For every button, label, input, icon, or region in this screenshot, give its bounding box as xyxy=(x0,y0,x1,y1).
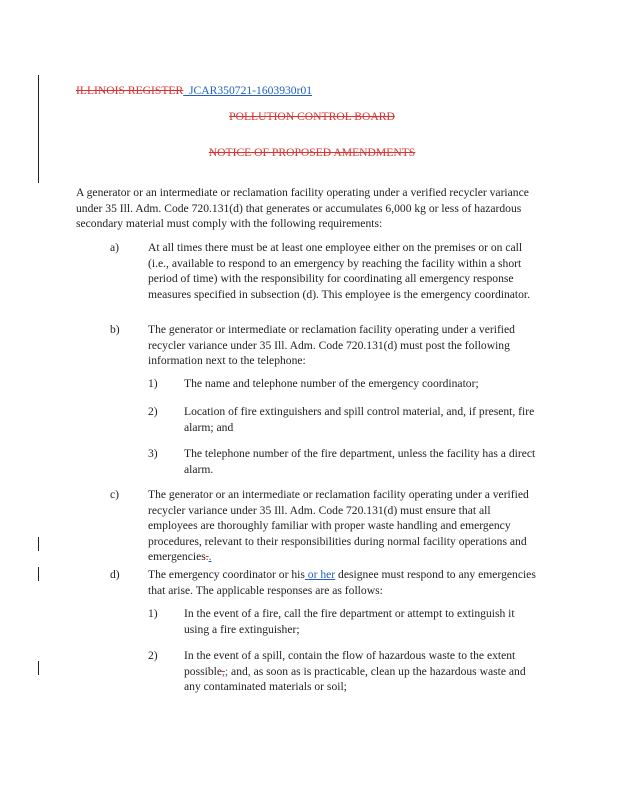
item-b-1 xyxy=(148,376,538,392)
item-b-2 xyxy=(148,404,538,435)
item-text: The generator or intermediate or reclamation facility operating under a verified recycler variance under 35 Ill. Adm. Code 720.131(d) must post the following information next to the telephone: xyxy=(148,323,515,367)
item-b xyxy=(110,322,540,369)
change-bar-d2 xyxy=(38,661,39,675)
item-text: The generator or an intermediate or reclamation facility operating under a verified recycler variance under 35 Ill. Adm. Code 720.131(d) must ensure that all employees are thoroughly familiar with proper waste handling and emergency procedures, relevant to their responsibilities during normal facility operations and emergencies.. xyxy=(148,488,529,563)
change-bar-d xyxy=(38,567,39,581)
document-id: JCAR350721-1603930r01 xyxy=(189,84,313,97)
subitem-text: In the event of a fire, call the fire department or attempt to extinguish it using a fire extinguisher; xyxy=(184,607,515,636)
subitem-text: Location of fire extinguishers and spill control material, and, if present, fire alarm; and xyxy=(184,405,535,434)
item-marker: b) xyxy=(110,323,120,336)
item-marker: a) xyxy=(110,241,120,254)
intro-paragraph: A generator or an intermediate or reclamation facility operating under a verified recycler variance under 35 Ill. Adm. Code 720.131(d) that generates or accumulates 6,000 kg or less of hazardous secondary material must comply with the following requirements: xyxy=(76,186,529,230)
register-label: ILLINOIS REGISTER xyxy=(76,84,184,97)
item-d-1 xyxy=(148,606,538,637)
item-d-2 xyxy=(148,648,538,695)
deleted-comma: , xyxy=(222,664,225,678)
notice-title: NOTICE OF PROPOSED AMENDMENTS xyxy=(208,146,416,159)
subitem-marker: 2) xyxy=(148,649,158,662)
inserted-comma: , xyxy=(247,664,251,678)
subitem-marker: 3) xyxy=(148,447,158,460)
subitem-text: In the event of a spill, contain the flow of hazardous waste to the extent possible,; and, as soon as is practicable, clean up the hazardous waste and any contaminated materials or soil; xyxy=(184,649,526,693)
subitem-marker: 1) xyxy=(148,607,158,620)
subitem-marker: 2) xyxy=(148,405,158,418)
item-c xyxy=(110,487,540,565)
register-header xyxy=(76,84,312,98)
item-d xyxy=(110,567,540,598)
inserted-semicolon: ; xyxy=(224,664,229,678)
item-marker: d) xyxy=(110,568,120,581)
item-a xyxy=(110,240,540,302)
item-text: At all times there must be at least one employee either on the premises or on call (i.e., available to respond to an emergency by reaching the facility within a short period of time) with the responsibility for coordinating all emergency response measures specified in subsection (d). This employee is the emergency coordinator. xyxy=(148,241,531,301)
inserted-period: . xyxy=(208,550,212,563)
board-title: POLLUTION CONTROL BOARD xyxy=(229,110,395,123)
inserted-text: or her xyxy=(304,568,336,581)
subitem-marker: 1) xyxy=(148,377,158,390)
change-bar-top xyxy=(38,75,39,183)
change-bar-c xyxy=(38,537,39,551)
item-b-3 xyxy=(148,446,538,477)
item-text: The emergency coordinator or his or her designee must respond to any emergencies that arise. The applicable responses are as follows: xyxy=(148,568,536,597)
deleted-period: . xyxy=(205,550,209,563)
item-marker: c) xyxy=(110,488,120,501)
subitem-text: The name and telephone number of the emergency coordinator; xyxy=(184,377,479,390)
subitem-text: The telephone number of the fire department, unless the facility has a direct alarm. xyxy=(184,447,536,476)
